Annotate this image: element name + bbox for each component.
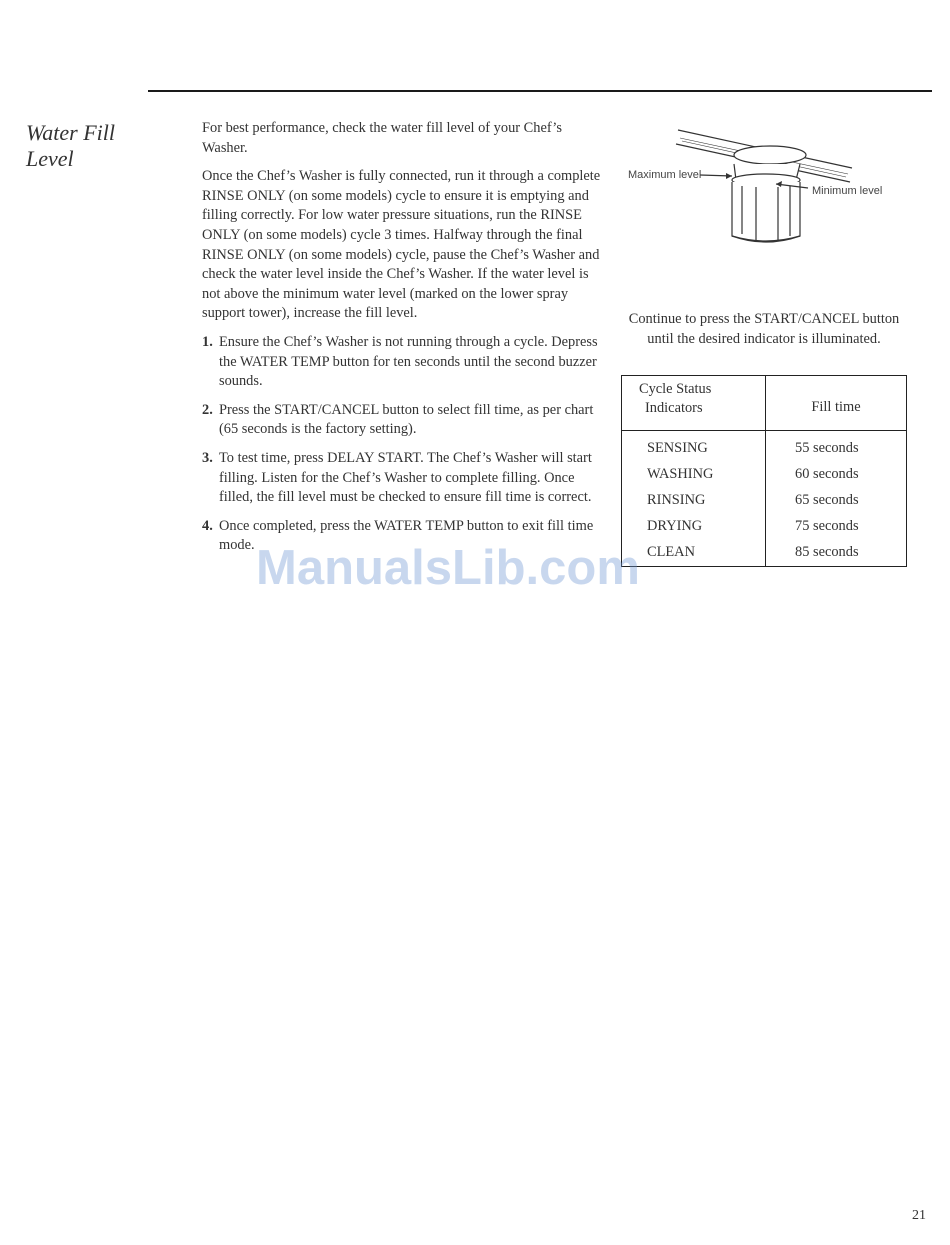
min-level-label: Minimum level: [812, 185, 883, 197]
body-text: [202, 119, 606, 565]
header-fill-time: [766, 376, 907, 431]
spray-tower-illustration: [620, 124, 920, 264]
step-text: Press the START/CANCEL button to select fill time, as per chart (65 seconds is the factory setting).: [219, 401, 594, 438]
header-cycle-status: [622, 376, 766, 431]
fill-time-cell: 75 seconds: [766, 514, 907, 540]
intro-paragraph: For best performance, check the water fill level of your Chef’s Washer.: [202, 120, 563, 156]
header-status-line1: Cycle Status: [639, 381, 712, 397]
intro-paragraph: Once the Chef’s Washer is fully connected, run it through a complete RINSE ONLY (on some models) cycle to ensure it is emptying and filling correctly. For low water pressure situations, run the RINSE ONLY (on some models) cycle 3 times. Halfway through the final RINSE ONLY (on some models) cycle, pause the Chef’s Washer and check the water level inside the Chef’s Washer. If the water level is not above the minimum water level (marked on the lower spray support tower), increase the fill level.: [202, 168, 601, 322]
table-row: [622, 514, 907, 540]
step-item: [202, 333, 606, 392]
table-header-row: [622, 376, 907, 431]
step-number: 3.: [202, 449, 213, 466]
section-title-line1: Water Fill: [26, 120, 116, 145]
header-fill-label: Fill time: [811, 399, 861, 415]
cycle-status-cell: WASHING: [622, 461, 766, 487]
step-number: 4.: [202, 517, 213, 534]
step-item: [202, 401, 606, 440]
cycle-status-cell: RINSING: [622, 487, 766, 513]
cycle-status-cell: SENSING: [622, 431, 766, 462]
header-status-line2: Indicators: [645, 400, 703, 416]
fill-time-cell: 55 seconds: [766, 431, 907, 462]
table-caption: Continue to press the START/CANCEL button until the desired indicator is illuminated.: [628, 311, 900, 347]
step-number: 2.: [202, 401, 213, 418]
max-level-label: Maximum level: [628, 169, 702, 181]
table-row: [622, 461, 907, 487]
section-title: [26, 120, 176, 172]
table-row: [622, 540, 907, 567]
header-rule: [148, 90, 932, 92]
step-number: 1.: [202, 333, 213, 350]
step-text: To test time, press DELAY START. The Chef’s Washer will start filling. Listen for the Chef’s Washer to complete filling. Once filled, the fill level must be checked to ensure fill time is correct.: [219, 449, 592, 506]
page-number: 21: [912, 1208, 926, 1223]
section-title-line2: Level: [26, 146, 74, 171]
cycle-status-cell: DRYING: [622, 514, 766, 540]
fill-time-cell: 65 seconds: [766, 487, 907, 513]
step-text: Once completed, press the WATER TEMP button to exit fill time mode.: [219, 517, 594, 554]
table-row: [622, 431, 907, 462]
fill-time-cell: 85 seconds: [766, 540, 907, 567]
step-text: Ensure the Chef’s Washer is not running through a cycle. Depress the WATER TEMP button for ten seconds until the second buzzer sounds.: [219, 333, 598, 390]
step-item: [202, 449, 606, 508]
watermark: ManualsLib.com: [256, 541, 640, 595]
fill-time-table: [621, 375, 907, 567]
table-row: [622, 487, 907, 513]
fill-time-cell: 60 seconds: [766, 461, 907, 487]
steps-list: [202, 333, 606, 556]
cycle-status-cell: CLEAN: [622, 540, 766, 567]
